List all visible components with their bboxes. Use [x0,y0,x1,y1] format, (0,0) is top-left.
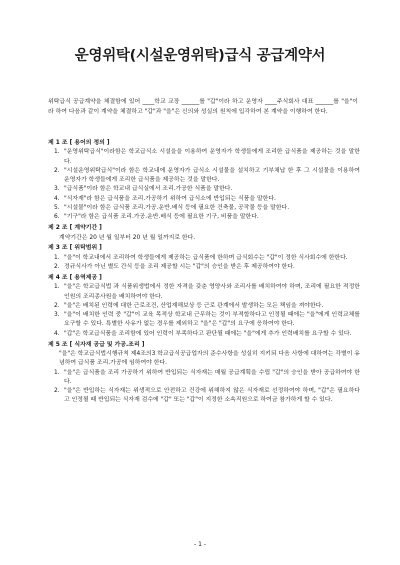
document-title: 운영위탁(시설운영위탁)급식 공급계약서 [74,48,326,64]
item-number: 1. [54,254,60,261]
item-text: "을"이 배치한 인력 중 "갑"이 교육 목적상 학교내 근무하는 것이 부적합하다고 인정될 때에는 "을"에게 인력교체를 요구할 수 있다. 특별한 사유가 없는 경우를 제외하고 "을"은 "갑"의 요구에 응하여야 한다. [64,312,360,328]
item-number: 2. [54,302,60,309]
item-number: 6. [54,214,60,221]
intro-paragraph: 위탁급식 공급계약을 체결함에 있어 ____학교 교장 ______를 "갑"이라 하고 운영자 ____주식회사 대표 ______를 "을"이라 하여 다음과 같이 계약을 체결하고 "갑"과 "을"은 신의와 성실의 원칙에 입각하여 본 계약을 이행하여 한다. [48,99,358,116]
item-text: "기구"라 함은 급식품 조리.가공.운반.배식 등에 필요한 기구, 비품을 말한다. [64,214,259,221]
article-item [48,213,360,222]
article-item [48,311,360,330]
item-text: "을"은 급식품을 조리 가공하기 위하여 반입되는 식자재는 매월 공급계획을 수립 "갑"의 승인을 받아 공급하여야 한다. [64,369,360,385]
article-item [48,185,360,194]
article-paragraph: 계약기간은 20 년 월 일부터 20 년 월 일까지로 한다. [59,234,196,241]
article-item [48,302,360,311]
article-item [48,330,360,339]
item-text: 정규식사가 아닌 별도 간식 등을 조리 제공할 시는 "갑"의 승인을 받은 후 제공하여야 한다. [64,264,295,271]
item-number: 1. [54,284,60,291]
article-item [48,254,360,263]
item-text: "갑"은 학교급식품을 조리함에 있어 인력이 부족하다고 판단될 때에는 "을"에게 추가 인력배치를 요구할 수 있다. [64,330,352,337]
article-heading: 제 1 조 [ 용어의 정의 ] [48,140,110,146]
item-text: "을"은 학교급식법 과 식품위생법에서 정한 자격을 갖춘 영양사와 조리사를 배치하여야 하며, 조리에 필요한 적정한 인원의 조리종사원을 배치하여야 한다. [64,284,360,300]
article-heading: 제 5 조 [ 식자재 공급 및 가공.조리 ] [48,341,145,348]
article-heading: 제 3 조 [ 위탁범위 ] [48,245,102,252]
item-number: 4. [54,330,60,337]
article-item [48,369,360,388]
item-number: 2. [54,264,60,271]
contract-body [48,139,360,406]
item-number: 2. [54,388,60,395]
article-item [48,263,360,272]
article-heading: 제 4 조 [ 용역제공 ] [48,274,102,281]
item-number: 5. [54,205,60,212]
item-text: "시설물"이라 함은 급식품 조리.가공.운반.배식 등에 필요한 건축물, 공작물 등을 말한다. [64,205,290,212]
item-text: "운영위탁급식"이라함은 학교급식소 시설을을 이용하여 운영자가 학생들에게 조리한 급식품을 제공하는 것을 말한다. [64,149,360,165]
article-item [48,167,360,186]
item-number: 1. [54,369,60,376]
page-number: - 1 - [194,541,206,548]
item-number: 4. [54,195,60,202]
article-heading: 제 2 조 [ 계약기간 ] [48,225,102,232]
item-number: 3. [54,186,60,193]
article-item [48,387,360,406]
item-text: "식자재"라 함은 급식품을 조리.가공하기 위하여 급식소에 반입되는 식품을 말한다. [64,195,276,202]
item-number: 2. [54,167,60,174]
item-text: "을"은 반입하는 식자재는 위생적으로 안전하고 건강에 위해하지 않은 식자재로 선정하여야 하며, "갑"은 필요하다고 인정될 때 반입되는 식자재 검수에 "갑" 또는 "갑"이 지정한 소속직원으로 하여금 참가하게 할 수 있다. [64,388,360,404]
article-item [48,195,360,204]
item-number: 1. [54,149,60,156]
item-text: "시설운영위탁급식"이라 함은 학교내에 운영자가 급식소 시설물을 설치하고 기부채납 한 후 그 시설물을 이용하여 운영자가 학생들에게 조리한 급식품을 제공하는 것을 말한다. [64,167,360,184]
article-item [48,204,360,213]
article-paragraph: "을"은 학교급식법시행규칙 제4조의3 학교급식공급업자의 준수사항을 성실히 지키되 다음 사항에 대하여는 각별이 유념하여 급식품 조리.가공에 임하여야 한다. [59,350,360,367]
item-text: "급식품"이라 함은 학교내 급식실에서 조리.가공한 식품을 말한다. [64,186,233,193]
article-item [48,283,360,302]
item-text: "을"은 배치된 인력에 대한 근로조건, 산업재해보상 등 근로 관계에서 발생하는 모든 책임을 져야한다. [64,302,324,309]
item-number: 3. [54,312,60,319]
item-text: "을"이 학교내에서 조리하여 학생들에게 제공하는 급식품에 한하며 급식회수는 "갑"이 정한 식사회수에 한한다. [64,254,348,261]
article-item [48,148,360,167]
